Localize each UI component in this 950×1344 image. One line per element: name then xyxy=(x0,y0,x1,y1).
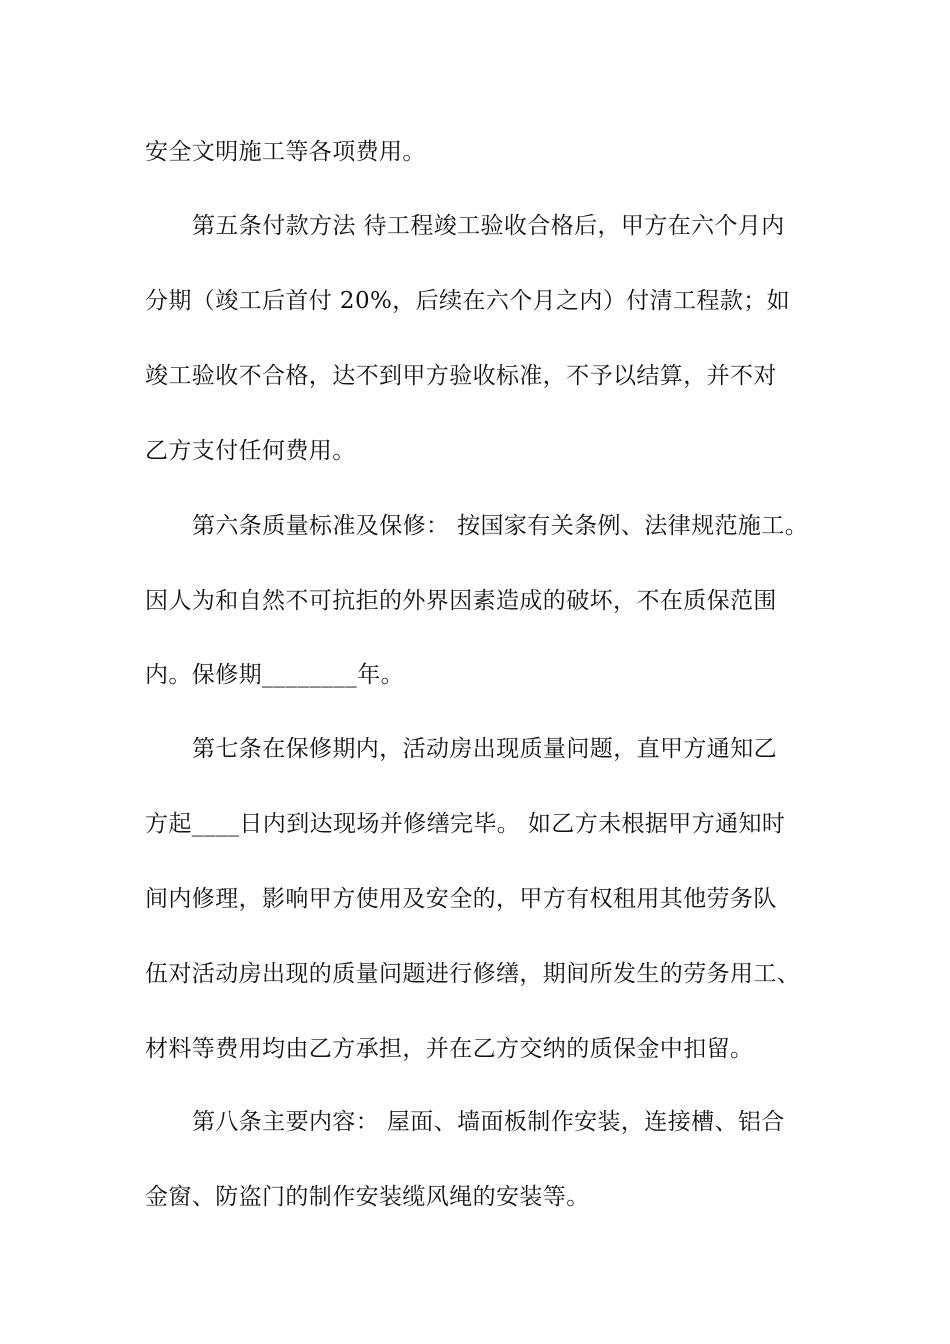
text-line: 间内修理，影响甲方使用及安全的，甲方有权租用其他劳务队 xyxy=(145,886,777,912)
text-line: 因人为和自然不可抗拒的外界因素造成的破坏，不在质保范围 xyxy=(145,588,777,614)
clause-7-heading-line: 第七条在保修期内，活动房出现质量问题，直甲方通知乙 xyxy=(192,736,777,762)
clause-5-heading-line: 第五条付款方法 待工程竣工验收合格后，甲方在六个月内 xyxy=(192,213,785,239)
text-line: 竣工验收不合格，达不到甲方验收标准，不予以结算，并不对 xyxy=(145,363,777,389)
text-line: 分期（竣工后首付 20%，后续在六个月之内）付清工程款；如 xyxy=(145,288,791,314)
warranty-period-line: 内。保修期________年。 xyxy=(145,662,404,688)
clause-6-heading-line: 第六条质量标准及保修： 按国家有关条例、法律规范施工。 xyxy=(192,513,809,539)
text-line: 材料等费用均由乙方承担，并在乙方交纳的质保金中扣留。 xyxy=(145,1036,754,1062)
text-line: 方起____日内到达现场并修缮完毕。 如乙方未根据甲方通知时 xyxy=(145,811,786,837)
clause-8-heading-line: 第八条主要内容： 屋面、墙面板制作安装，连接槽、铝合 xyxy=(192,1109,785,1135)
text-line: 金窗、防盗门的制作安装缆风绳的安装等。 xyxy=(145,1184,590,1210)
text-line: 安全文明施工等各项费用。 xyxy=(145,139,426,165)
text-line: 伍对活动房出现的质量问题进行修缮，期间所发生的劳务用工、 xyxy=(145,961,801,987)
text-line: 乙方支付任何费用。 xyxy=(145,438,356,464)
